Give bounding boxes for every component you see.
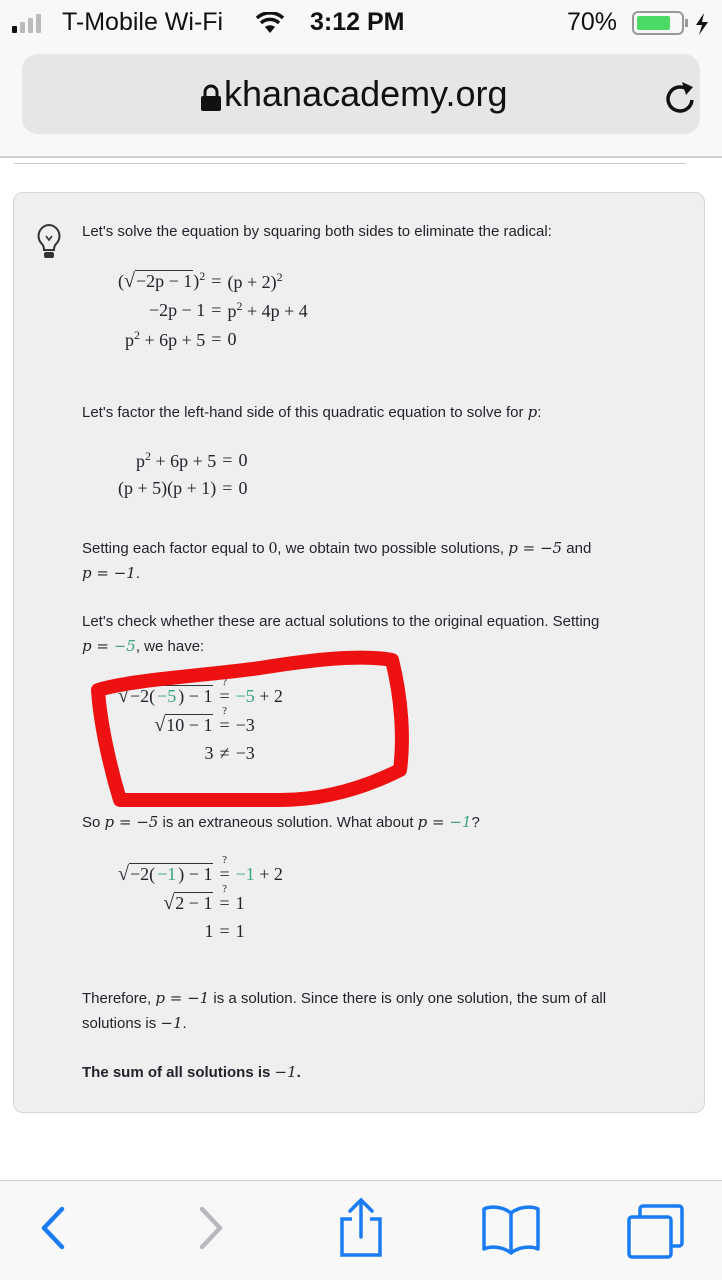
equation-lhs (118, 446, 216, 475)
relation-symbol: = (219, 715, 230, 735)
math-term: + 6p + 5 (150, 451, 217, 471)
hint-text-2 (82, 400, 662, 425)
lock-icon (200, 84, 222, 112)
math-term: 0 (238, 478, 248, 498)
math-term: ) − 1 (178, 686, 213, 706)
equation-row (118, 266, 308, 296)
back-icon[interactable] (36, 1203, 72, 1253)
equation-row (118, 296, 308, 325)
equation-lhs (118, 325, 205, 354)
equation-lhs (118, 860, 213, 889)
equation-rhs (236, 918, 283, 945)
status-bar (0, 0, 722, 48)
text: is a solution. Since there is only one solution, the sum of all solutions is (82, 990, 607, 1032)
equation-row (118, 446, 247, 475)
equation-relation (216, 475, 238, 502)
tabs-icon[interactable] (624, 1203, 688, 1263)
math-term: ) − 1 (178, 864, 213, 884)
math-term: + 2 (254, 686, 283, 706)
hint-text-4 (82, 610, 662, 659)
equation-lhs (118, 682, 213, 711)
relation-symbol: = (222, 478, 233, 498)
relation-symbol: = (211, 329, 222, 349)
math-term: 3 (204, 743, 214, 763)
equation-block-1 (118, 266, 308, 354)
equation-row (118, 889, 283, 918)
math-term: −2( (129, 864, 156, 884)
equation-rhs (238, 446, 247, 475)
text: Therefore, (82, 990, 156, 1007)
math-term: 1 (235, 921, 245, 941)
equation-rhs (238, 475, 247, 502)
relation-symbol: = (211, 270, 222, 291)
equation-row (118, 682, 283, 711)
text: Let's check whether these are actual solutions to the original equation. Setting (82, 613, 600, 630)
equation-lhs (118, 889, 213, 918)
equation-lhs (118, 918, 213, 945)
math-term: (p + 5)(p + 1) (118, 478, 217, 498)
equation-relation (205, 296, 227, 325)
text: . (182, 1015, 187, 1032)
battery-percent: 70% (567, 8, 618, 36)
equation-rhs (227, 325, 307, 354)
question-mark: ? (222, 854, 227, 866)
equation-rhs (236, 740, 283, 767)
math-term: −1 (235, 864, 255, 884)
equation-relation (205, 325, 227, 354)
equation-block-2 (118, 446, 247, 502)
math-var: p (527, 403, 538, 421)
math-term: + 6p + 5 (139, 330, 206, 350)
text: The sum of all solutions is (82, 1064, 275, 1081)
wifi-icon (255, 12, 285, 34)
reload-icon[interactable] (662, 78, 698, 118)
relation-symbol: = (219, 686, 230, 706)
math-term: p (227, 301, 237, 321)
exponent: 2 (236, 299, 243, 313)
equation-row (118, 325, 308, 354)
equation-rhs (236, 711, 283, 740)
equation-block-3 (118, 676, 283, 767)
sqrt-sign: √ (124, 270, 135, 292)
address-bar[interactable] (22, 54, 700, 134)
equation-rhs (236, 889, 283, 918)
math-term: + 4p + 4 (242, 301, 308, 321)
equation-lhs (118, 475, 216, 502)
hint-text-3 (82, 536, 662, 586)
bookmarks-icon[interactable] (480, 1203, 542, 1255)
math-term: −1 (157, 864, 177, 884)
math-term: −2( (129, 686, 156, 706)
browser-toolbar (0, 1180, 722, 1280)
share-icon[interactable] (336, 1197, 386, 1259)
equation-block-4 (118, 854, 283, 945)
text: Let's factor the left-hand side of this quadratic equation to solve for (82, 404, 528, 421)
math-term: (p + 2) (227, 271, 277, 292)
math-term: −3 (235, 743, 255, 763)
math: p = −5 (508, 539, 563, 557)
math-term: ) (193, 271, 200, 291)
text: ? (471, 814, 480, 831)
relation-symbol: = (219, 864, 230, 884)
lightbulb-icon (36, 223, 62, 261)
math-green: −1 (449, 813, 472, 831)
text: So (82, 814, 105, 831)
math: p = −1 (82, 564, 136, 582)
signal-icon (12, 14, 41, 33)
url-text: khanacademy.org (224, 73, 508, 114)
divider (14, 163, 686, 164)
clock: 3:12 PM (310, 8, 405, 36)
text: Setting each factor equal to (82, 540, 269, 557)
math: 0 (268, 538, 278, 557)
question-mark: ? (222, 676, 227, 688)
equation-lhs (118, 740, 213, 767)
text: is an extraneous solution. What about (158, 814, 418, 831)
equation-lhs (118, 266, 205, 296)
exponent: 2 (133, 328, 140, 342)
relation-symbol: = (222, 450, 233, 470)
battery-icon (632, 11, 712, 37)
math: −1 (160, 1014, 183, 1032)
math: −1 (274, 1063, 297, 1081)
hint-text-5 (82, 810, 662, 835)
math-term: 0 (227, 329, 237, 349)
equation-relation (213, 740, 235, 767)
math-green: −5 (113, 637, 136, 655)
math-term: ( (118, 271, 124, 291)
math-term: 10 − 1 (166, 715, 213, 735)
math-term: −2p − 1 (135, 271, 193, 291)
exponent: 2 (276, 269, 283, 284)
equation-row (118, 740, 283, 767)
math-term: −5 (157, 686, 177, 706)
equation-rhs (236, 682, 283, 711)
hint-text-6 (82, 986, 662, 1036)
question-mark: ? (222, 883, 227, 895)
final-answer (82, 1060, 662, 1085)
text: . (296, 1064, 301, 1081)
browser-chrome (0, 48, 722, 158)
equation-row (118, 860, 283, 889)
forward-icon[interactable] (192, 1203, 228, 1253)
equation-row (118, 711, 283, 740)
equation-rhs (236, 860, 283, 889)
math-term: 1 (235, 893, 245, 913)
relation-symbol: = (211, 300, 222, 320)
math-term: p (135, 451, 145, 471)
relation-symbol: = (219, 893, 230, 913)
equation-lhs (118, 711, 213, 740)
text: , we obtain two possible solutions, (277, 540, 509, 557)
relation-symbol: ≠ (219, 743, 230, 763)
text: . (135, 565, 140, 582)
math-term: −5 (235, 686, 255, 706)
equation-rhs (227, 266, 307, 296)
math-term: −3 (235, 715, 255, 735)
sqrt-sign: √ (118, 685, 129, 707)
question-mark: ? (222, 705, 227, 717)
equation-relation (213, 918, 235, 945)
relation-symbol: = (219, 921, 230, 941)
math: p = −5 (104, 813, 159, 831)
math-term: −2p − 1 (148, 300, 206, 320)
math: p = (417, 813, 450, 831)
equation-rhs (227, 296, 307, 325)
carrier-label: T-Mobile Wi-Fi (62, 8, 224, 36)
math: p = (82, 637, 114, 655)
equation-relation (216, 446, 238, 475)
equation-relation (213, 883, 235, 918)
math: p = −1 (155, 989, 210, 1007)
hint-text-1: Let's solve the equation by squaring both sides to eliminate the radical: (82, 223, 552, 240)
text: and (562, 540, 592, 557)
math-term: 1 (204, 921, 214, 941)
sqrt-sign: √ (118, 863, 129, 885)
exponent: 2 (199, 269, 206, 283)
equation-row (118, 475, 247, 502)
math-term: 2 − 1 (175, 893, 213, 913)
sqrt-sign: √ (154, 714, 166, 736)
equation-relation (213, 705, 235, 740)
equation-lhs (118, 296, 205, 325)
text: , we have: (135, 638, 205, 655)
equation-relation (205, 266, 227, 296)
text: : (537, 404, 542, 421)
math-term: p (124, 330, 134, 350)
math-term: + 2 (254, 864, 283, 884)
math-term: 0 (238, 450, 248, 470)
equation-row (118, 918, 283, 945)
sqrt-sign: √ (163, 892, 175, 914)
exponent: 2 (144, 449, 151, 463)
